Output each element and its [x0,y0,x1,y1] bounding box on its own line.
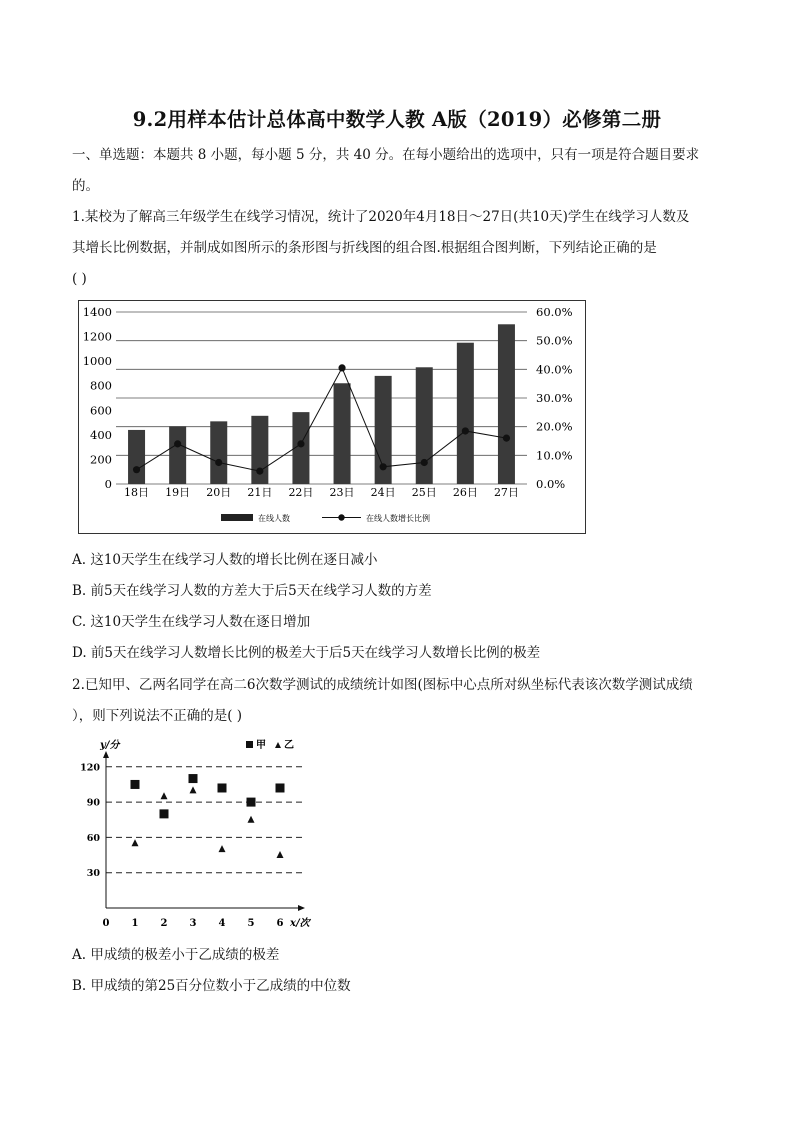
x-tick-label: 2 [160,918,168,929]
legend-square-marker [246,741,253,748]
left-tick-label: 800 [90,378,112,393]
growth-point [421,459,428,466]
x-tick-label: 27日 [493,486,519,499]
growth-point [133,466,140,473]
q1-combo-chart [78,300,586,534]
jia-point [160,809,169,818]
q2-option-a: A. 甲成绩的极差小于乙成绩的极差 [72,947,280,963]
y-tick-label: 30 [86,868,100,880]
legend-line-label: 在线人数增长比例 [366,514,430,523]
legend-bar-label: 在线人数 [258,514,290,523]
growth-point [338,364,345,371]
left-tick-label: 1000 [82,354,112,369]
x-tick-label: 19日 [165,486,191,499]
page-title: 9.2用样本估计总体高中数学人教 A版（2019）必修第二册 [132,108,662,131]
right-tick-label: 40.0% [536,362,573,377]
growth-point [215,459,222,466]
jia-point [131,780,140,789]
jia-point [189,774,198,783]
x-axis-label: x/次 [290,918,310,929]
growth-point [503,435,510,442]
y-axis-label: y/分 [100,740,120,751]
q1-option-a: A. 这10天学生在线学习人数的增长比例在逐日减小 [72,552,378,568]
x-tick-label: 4 [218,918,226,929]
left-tick-label: 0 [104,477,112,491]
bar-25日 [416,367,433,484]
bar-18日 [128,430,145,484]
legend-bar-swatch [221,514,253,521]
growth-point [297,440,304,447]
x-tick-label: 3 [189,918,197,929]
y-tick-label: 90 [86,797,100,809]
x-tick-label: 1 [131,918,139,929]
q2-text-line2: ），则下列说法不正确的是( ) [72,708,243,724]
growth-point [256,468,263,475]
x-tick-label: 0 [102,918,110,929]
y-tick-label: 60 [86,832,100,844]
q1-option-d: D. 前5天在线学习人数增长比例的极差大于后5天在线学习人数增长比例的极差 [72,645,541,661]
right-tick-label: 20.0% [536,419,573,434]
jia-point [276,783,285,792]
q1-text-line1: 1.某校为了解高三年级学生在线学习情况，统计了2020年4月18日～27日(共10天)学生在线学习人数及 [72,209,690,225]
x-tick-label: 23日 [329,486,355,499]
yi-point [248,816,255,823]
left-tick-label: 600 [90,403,112,418]
section-heading-line2: 的。 [72,178,99,194]
yi-point [219,845,226,852]
x-tick-label: 24日 [370,486,396,499]
bar-26日 [457,343,474,484]
y-tick-label: 120 [80,762,100,774]
growth-point [380,463,387,470]
x-tick-label: 26日 [452,486,478,499]
x-tick-label: 21日 [247,486,273,499]
section-heading-line1: 一、单选题：本题共 8 小题，每小题 5 分，共 40 分。在每小题给出的选项中，只有一项是符合题目要求 [72,147,700,163]
x-tick-label: 20日 [206,486,232,499]
bar-20日 [210,421,227,484]
x-tick-label: 5 [247,918,255,929]
right-tick-label: 30.0% [536,391,573,405]
bar-19日 [169,426,186,484]
q2-scatter-chart [78,734,328,934]
q1-option-c: C. 这10天学生在线学习人数在逐日增加 [72,614,311,630]
left-tick-label: 400 [90,427,112,442]
right-tick-label: 0.0% [536,477,566,491]
jia-point [218,783,227,792]
yi-point [277,851,284,858]
q2-option-b: B. 甲成绩的第25百分位数小于乙成绩的中位数 [72,978,351,994]
left-tick-label: 1200 [82,329,112,344]
legend-yi-label: 乙 [284,740,294,751]
yi-point [190,786,197,793]
growth-point [174,440,181,447]
right-tick-label: 60.0% [536,305,573,319]
legend-jia-label: 甲 [256,740,266,751]
x-tick-label: 18日 [124,486,150,499]
left-tick-label: 200 [90,452,112,467]
legend-triangle-marker [275,742,281,748]
bar-27日 [498,324,515,484]
legend-line-marker [338,514,344,520]
x-axis-arrow-icon [298,905,305,911]
yi-point [161,792,168,799]
q1-text-line2: 其增长比例数据，并制成如图所示的条形图与折线图的组合图.根据组合图判断，下列结论正确的是 [72,240,657,256]
bar-23日 [334,383,351,484]
jia-point [247,798,256,807]
yi-point [132,839,139,846]
q1-option-b: B. 前5天在线学习人数的方差大于后5天在线学习人数的方差 [72,583,432,599]
right-tick-label: 50.0% [536,333,573,348]
right-tick-label: 10.0% [536,448,573,463]
left-tick-label: 1400 [82,305,112,319]
q1-text-line3: ( ) [72,271,87,287]
x-tick-label: 6 [276,918,284,929]
q2-text-line1: 2.已知甲、乙两名同学在高二6次数学测试的成绩统计如图(图标中心点所对纵坐标代表该次数学测试成绩 [72,677,693,693]
x-tick-label: 25日 [411,486,437,499]
y-axis-arrow-icon [103,751,109,758]
x-tick-label: 22日 [288,486,314,499]
growth-point [462,427,469,434]
